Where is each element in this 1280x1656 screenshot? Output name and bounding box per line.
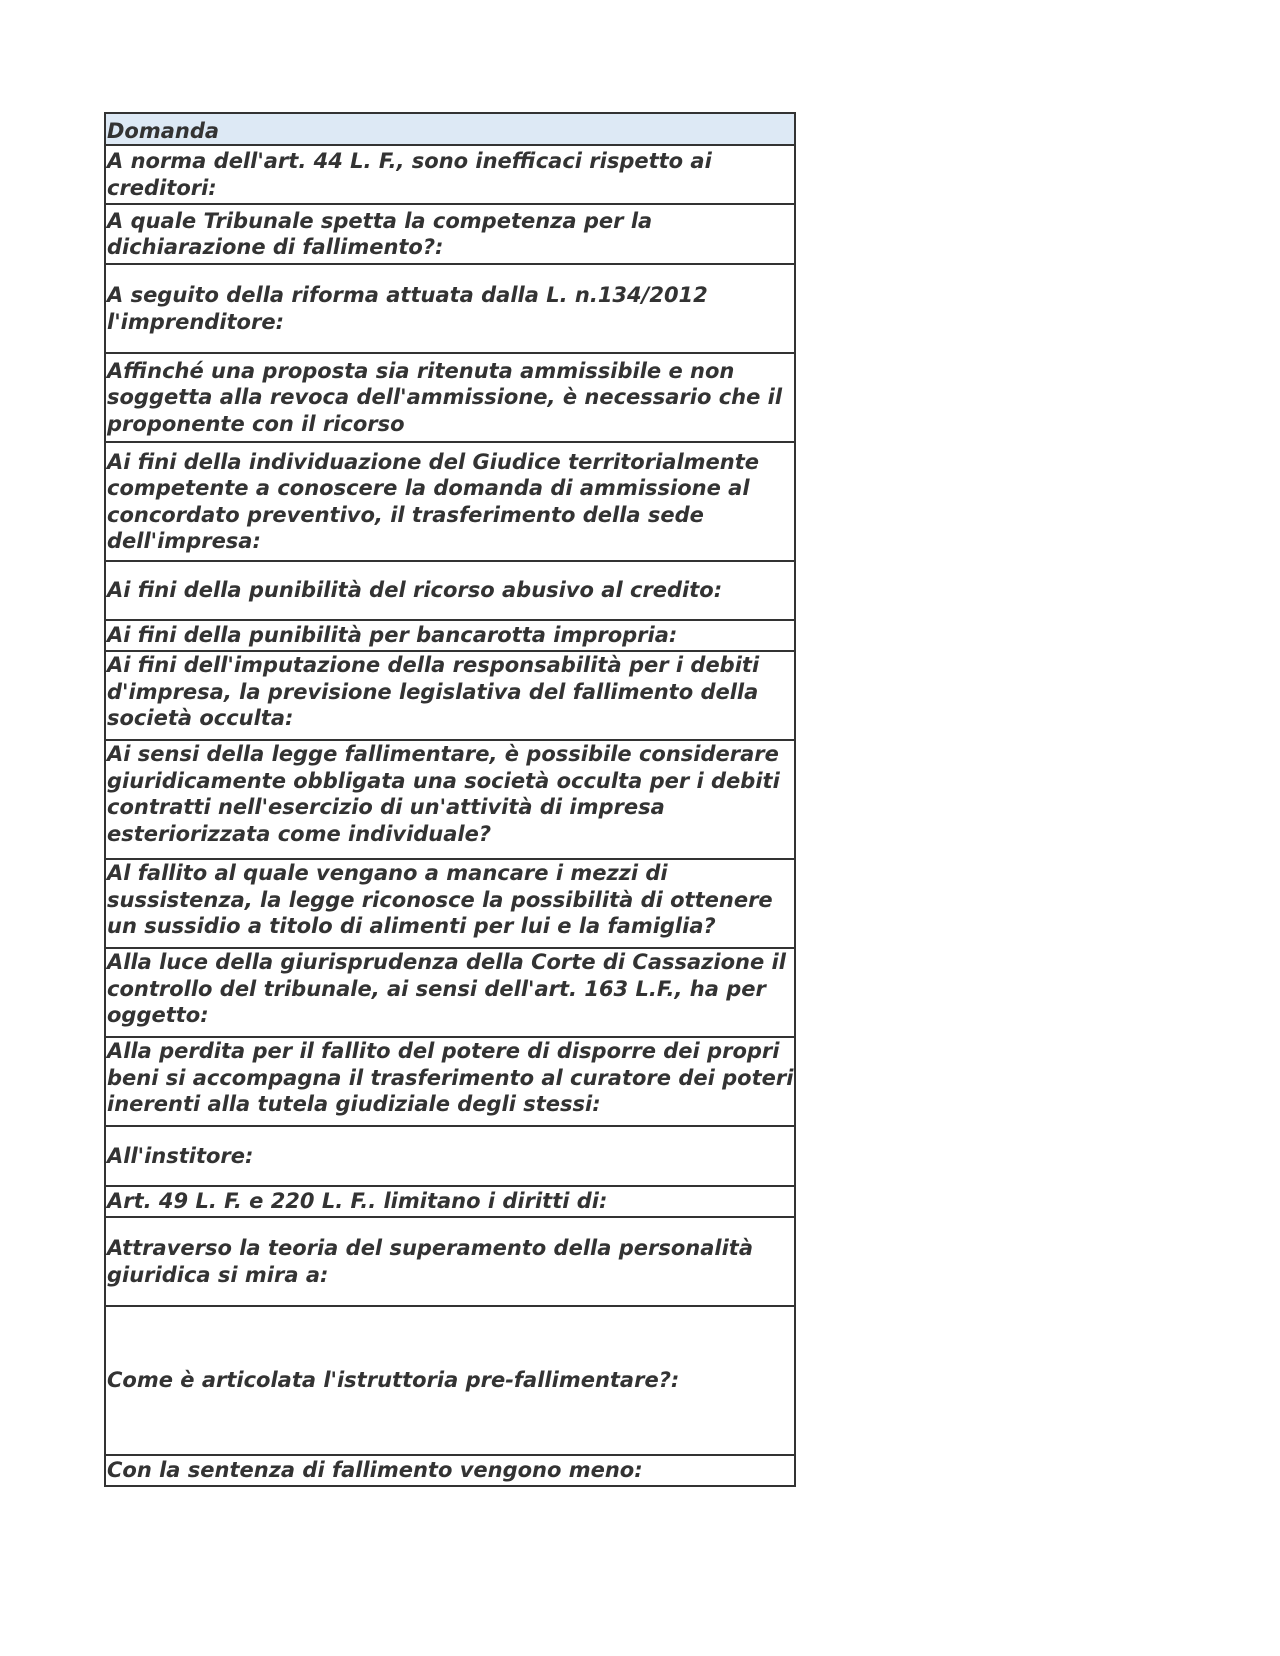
column-header-label: Domanda [107, 118, 220, 143]
table-row[interactable] [106, 741, 794, 860]
table-row[interactable] [106, 949, 794, 1038]
table-row[interactable] [106, 205, 794, 265]
cell-text: All'institore: [107, 1143, 254, 1168]
cell-text: Ai fini dell'imputazione della responsabilità per i debiti d'impresa, la previsione legislativa del fallimento della società occulta: [107, 653, 760, 730]
cell-text: A norma dell'art. 44 L. F., sono inefficaci rispetto ai creditori: [107, 149, 712, 200]
cell-text: Come è articolata l'istruttoria pre-fallimentare?: [107, 1368, 680, 1393]
table-row[interactable] [106, 1038, 794, 1127]
table-row[interactable] [106, 621, 794, 652]
cell-text: Ai fini della punibilità per bancarotta impropria: [107, 623, 678, 648]
table-row[interactable] [106, 860, 794, 949]
cell-text: Ai fini della individuazione del Giudice territorialmente competente a conoscere la domanda di ammissione al concordato preventivo, il trasferimento della sede dell'impresa: [107, 449, 760, 553]
cell-text: Attraverso la teoria del superamento della personalità giuridica si mira a: [107, 1236, 753, 1287]
table-row[interactable] [106, 354, 794, 443]
table-row[interactable] [106, 1127, 794, 1187]
cell-text: Alla luce della giurisprudenza della Corte di Cassazione il controllo del tribunale, ai sensi dell'art. 163 L.F., ha per oggetto: [107, 950, 786, 1027]
table-row[interactable] [106, 265, 794, 354]
cell-text: Alla perdita per il fallito del potere di disporre dei propri beni si accompagna il trasferimento al curatore dei poteri inerenti alla tutela giudiziale degli stessi: [107, 1039, 794, 1116]
cell-text: Ai fini della punibilità del ricorso abusivo al credito: [107, 578, 723, 603]
cell-text: A quale Tribunale spetta la competenza per la dichiarazione di fallimento?: [107, 208, 653, 259]
table-row[interactable] [106, 1456, 794, 1487]
table-row[interactable] [106, 562, 794, 621]
cell-text: Affinché una proposta sia ritenuta ammissibile e non soggetta alla revoca dell'ammissione, è necessario che il proponente con il ricorso [107, 358, 783, 436]
table-row[interactable] [106, 1307, 794, 1456]
table-row[interactable] [106, 146, 794, 205]
table-row[interactable] [106, 1218, 794, 1307]
column-header-domanda[interactable] [106, 114, 794, 146]
cell-text: Con la sentenza di fallimento vengono meno: [107, 1458, 643, 1483]
spreadsheet-table [104, 112, 796, 1487]
cell-text: A seguito della riforma attuata dalla L. n.134/2012 l'imprenditore: [107, 283, 708, 334]
cell-text: Al fallito al quale vengano a mancare i mezzi di sussistenza, la legge riconosce la possibilità di ottenere un sussidio a titolo di alimenti per lui e la famiglia? [107, 861, 773, 938]
table-row[interactable] [106, 652, 794, 741]
cell-text: Art. 49 L. F. e 220 L. F.. limitano i diritti di: [107, 1189, 608, 1214]
table-row[interactable] [106, 1187, 794, 1218]
table-row[interactable] [106, 443, 794, 562]
cell-text: Ai sensi della legge fallimentare, è possibile considerare giuridicamente obbligata una società occulta per i debiti contratti nell'esercizio di un'attività di impresa esteriorizzata come individuale? [107, 742, 780, 846]
